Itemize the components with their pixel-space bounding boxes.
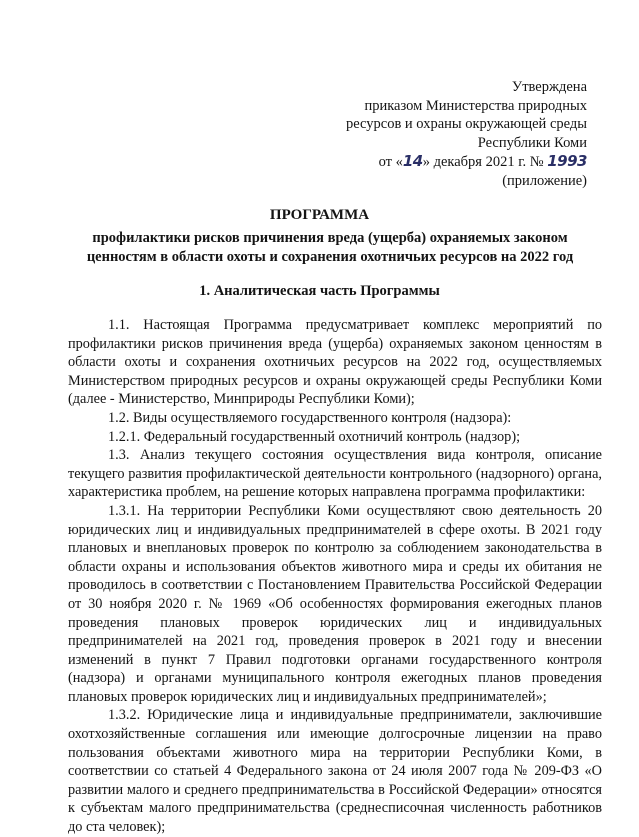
date-middle: » декабря 2021 г. № [422,154,544,171]
document-title: ПРОГРАММА [269,207,370,223]
approval-line-approved: Утверждена [511,79,587,95]
paragraph-1-3: 1.3. Анализ текущего состояния осуществления вида контроля, описание текущего развития профилактической деятельности контрольного (надзорного) органа, характеристика проблем, на решение которых направлена программа профилактики: [68,447,602,501]
handwritten-day: 14 [402,152,423,171]
date-prefix: от « [378,154,403,171]
approval-line-republic: Республики Коми [477,134,587,151]
handwritten-order-number: 1993 [547,152,587,171]
paragraph-1-1: 1.1. Настоящая Программа предусматривает комплекс мероприятий по профилактики рисков причинения вреда (ущерба) охраняемых законом ценностям в области охоты и сохранения охотничьих ресурсов на 2022 год, осуществляемых Министерством природных ресурсов и охраны окружающей среды Республики Коми (далее - Министерство, Минприроды Республики Коми); [68,317,602,408]
paragraph-1-2-1: 1.2.1. Федеральный государственный охотничий контроль (надзор); [108,428,521,445]
document-subtitle: профилактики рисков причинения вреда (ущерба) охраняемых законом ценностям в области охоты и сохранения охотничьих ресурсов на 2022 год [86,230,574,265]
approval-block [346,78,587,191]
approval-line-appendix: (приложение) [502,172,587,189]
approval-line-ministry: ресурсов и охраны окружающей среды [345,116,587,133]
approval-line-order: приказом Министерства природных [364,97,587,114]
section-heading: 1. Аналитическая часть Программы [199,283,440,299]
paragraph-1-3-2: 1.3.2. Юридические лица и индивидуальные предприниматели, заключившие охотхозяйственные соглашения или имеющие долгосрочные лицензии на право пользования объектами животного мира на территории Республики Коми, в соответствии со статьей 4 Федерального закона от 24 июля 2007 года № 209-ФЗ «О развитии малого и среднего предпринимательства в Российской Федерации» относятся к субъектам малого предпринимательства (среднесписочная численность работников до ста человек); [68,707,602,836]
paragraph-1-2: 1.2. Виды осуществляемого государственного контроля (надзора): [108,409,512,426]
approval-line-date [346,152,587,172]
paragraph-1-3-1: 1.3.1. На территории Республики Коми осуществляют свою деятельность 20 юридических лиц и индивидуальных предпринимателей в сфере охоты. В 2021 году плановых и внеплановых проверок по контролю за соблюдением законодательства в области охраны и использования объектов животного мира и среды их обитания не проводилось в соответствии с Постановлением Правительства Российской Федерации от 30 ноября 2020 г. № 1969 «Об особенностях формирования ежегодных планов проведения плановых проверок юридических лиц и индивидуальных предпринимателей на 2021 год, проведения проверок в 2021 году и внесении изменений в пункт 7 Правил подготовки органами государственного контроля (надзора) и органами муниципального контроля ежегодных планов проведения плановых проверок юридических лиц и индивидуальных предпринимателей»; [68,502,602,705]
document-body [68,316,602,837]
